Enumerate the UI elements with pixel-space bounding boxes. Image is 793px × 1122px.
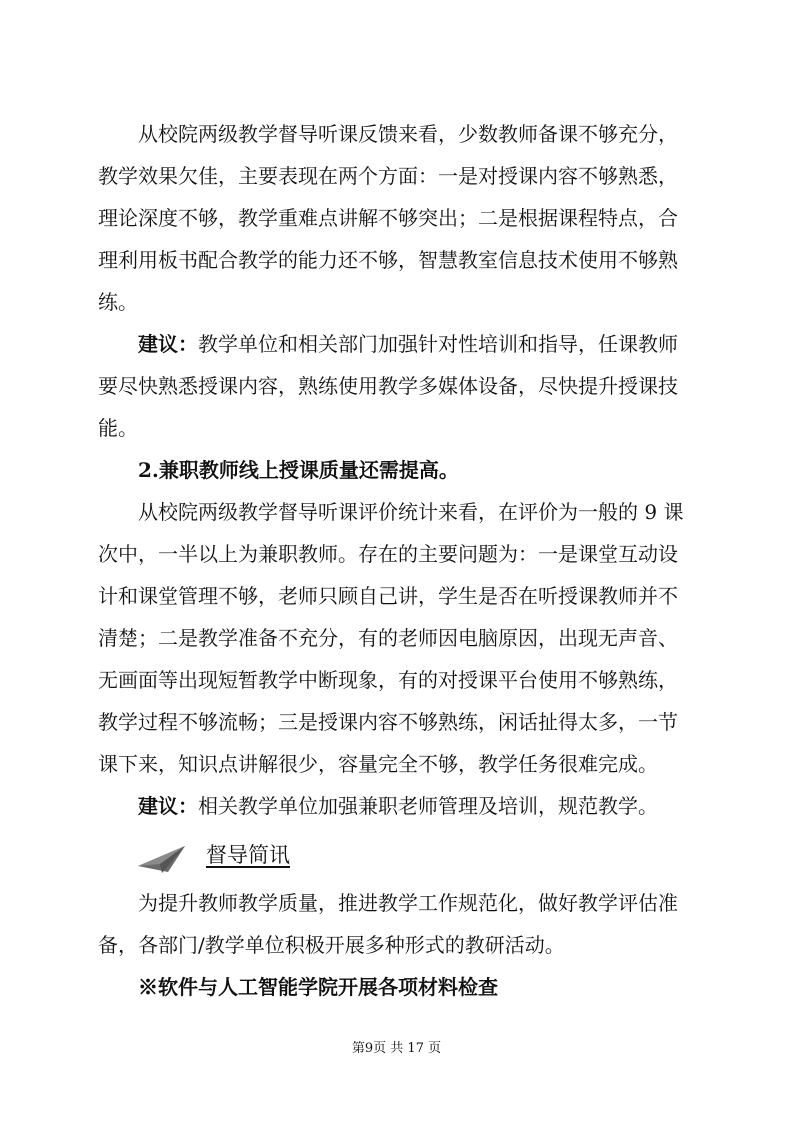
paragraph-line: 无画面等出现短暂教学中断现象，有的对授课平台使用不够熟练，: [98, 668, 678, 692]
suggestion-line: 能。: [98, 416, 138, 440]
suggestion-line: 要尽快熟悉授课内容，熟练使用教学多媒体设备，尽快提升授课技: [98, 374, 678, 398]
paragraph-line: 从校院两级教学督导听课评价统计来看，在评价为一般的 9 课: [138, 500, 684, 524]
paragraph-line: 计和课堂管理不够，老师只顾自己讲，学生是否在听授课教师并不: [98, 584, 678, 608]
paragraph-line: 课下来，知识点讲解很少，容量完全不够，教学任务很难完成。: [98, 752, 658, 776]
paragraph-line: 次中，一半以上为兼职教师。存在的主要问题为：一是课堂互动设: [98, 542, 678, 566]
suggestion-text: 相关教学单位加强兼职老师管理及培训，规范教学。: [198, 794, 658, 818]
paragraph-line: 教学效果欠佳，主要表现在两个方面：一是对授课内容不够熟悉，: [98, 164, 678, 188]
suggestion-2: [138, 791, 658, 821]
section-title: 督导简讯: [206, 843, 290, 867]
suggestion-line: [138, 329, 678, 359]
paragraph-line: 清楚；二是教学准备不充分，有的老师因电脑原因，出现无声音、: [98, 626, 678, 650]
paragraph-line: 教学过程不够流畅；三是授课内容不够熟练，闲话扯得太多，一节: [98, 710, 678, 734]
suggestion-text: 教学单位和相关部门加强针对性培训和指导，任课教师: [198, 332, 678, 356]
subheading-materials-check: ※软件与人工智能学院开展各项材料检查: [138, 975, 498, 999]
paragraph-line: 理论深度不够，教学重难点讲解不够突出；二是根据课程特点，合: [98, 206, 678, 230]
section-heading: [138, 838, 338, 878]
paragraph-line: 备，各部门/教学单位积极开展多种形式的教研活动。: [98, 933, 565, 957]
paragraph-line: 从校院两级教学督导听课反馈来看，少数教师备课不够充分，: [138, 122, 678, 146]
paragraph-line: 为提升教师教学质量，推进教学工作规范化，做好教学评估准: [138, 891, 678, 915]
page-footer: 第9页 共 17 页: [351, 1041, 442, 1056]
paragraph-line: 理利用板书配合教学的能力还不够，智慧教室信息技术使用不够熟: [98, 248, 678, 272]
paper-plane-icon: [138, 844, 186, 874]
subheading-part-time-teachers: 2.兼职教师线上授课质量还需提高。: [138, 458, 459, 482]
suggestion-label: 建议：: [138, 794, 198, 818]
suggestion-label: 建议：: [138, 332, 198, 356]
paragraph-line: 练。: [98, 290, 138, 314]
